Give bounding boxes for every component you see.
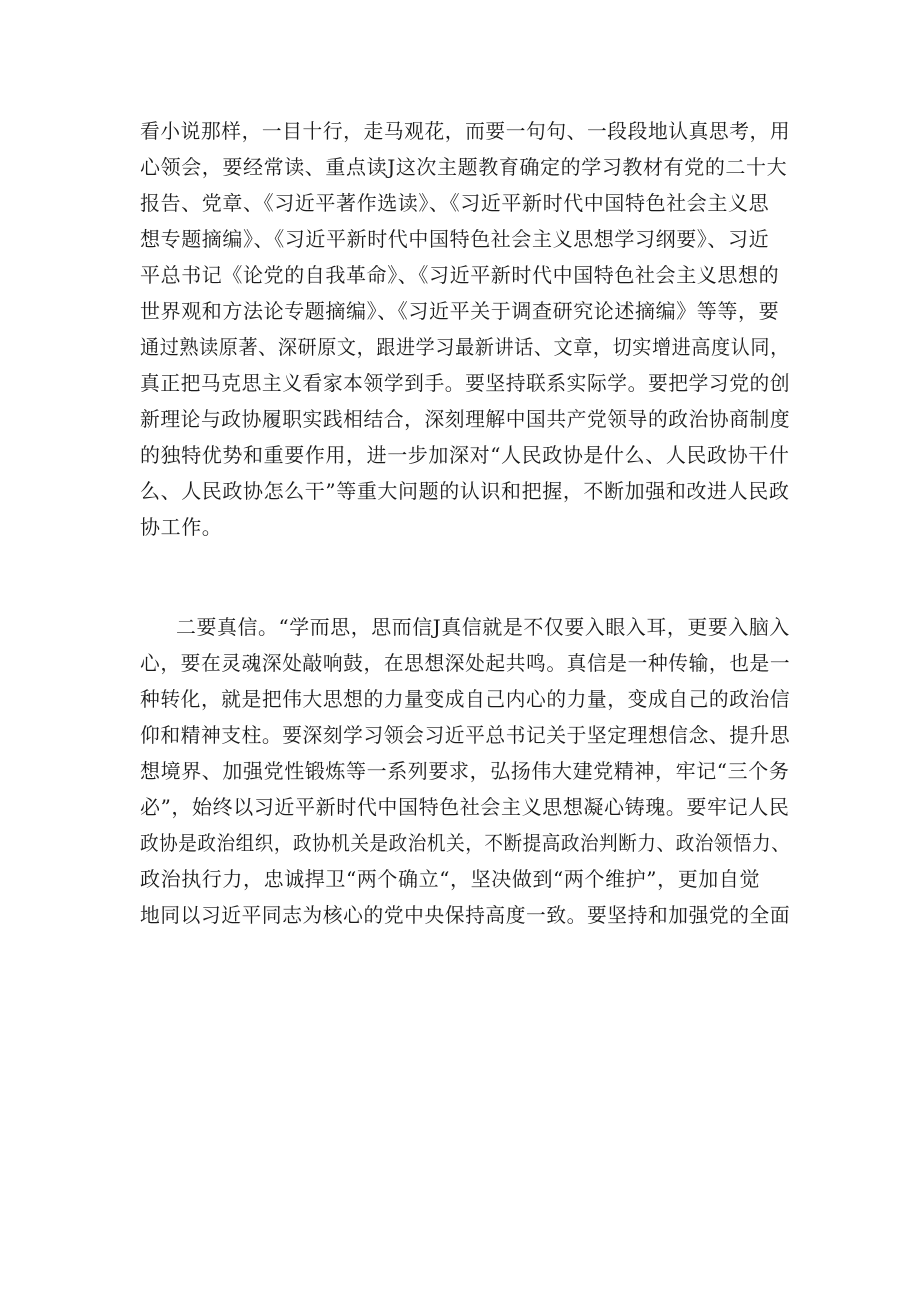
paragraph-1-line: 通过熟读原著、深研原文，跟进学习最新讲话、文章，切实增进高度认同， xyxy=(140,335,790,359)
paragraph-1-line: 世界观和方法论专题摘编》、《习近平关于调查研究论述摘编》等等，要 xyxy=(140,299,780,323)
paragraph-1-line: 新理论与政协履职实践相结合，深刻理解中国共产党领导的政治协商制度 xyxy=(140,407,791,431)
paragraph-2-line: 想境界、加强党性锻炼等一系列要求，弘扬伟大建党精神，牢记“三个务 xyxy=(140,759,790,783)
paragraph-2-line: 必”，始终以习近平新时代中国特色社会主义思想凝心铸瑰。要牢记人民 xyxy=(140,795,790,819)
paragraph-1-line: 心领会，要经常读、重点读J这次主题教育确定的学习教材有党的二十大 xyxy=(140,155,788,179)
paragraph-1-line: 看小说那样，一目十行，走马观花，而要一句句、一段段地认真思考，用 xyxy=(140,119,791,143)
paragraph-1-line: 的独特优势和重要作用，进一步加深对“人民政协是什么、人民政协干什 xyxy=(140,443,790,467)
paragraph-2-line: 种转化，就是把伟大思想的力量变成自己内心的力量，变成自己的政治信 xyxy=(140,687,791,711)
paragraph-2-line: 心，要在灵魂深处敲响鼓，在思想深处起共鸣。真信是一种传输，也是一 xyxy=(140,651,791,675)
paragraph-2-line: 仰和精神支柱。要深刻学习领会习近平总书记关于坚定理想信念、提升思 xyxy=(140,723,791,747)
paragraph-2-line: 政治执行力，忠诚捍卫“两个确立“，坚决做到“两个维护”，更加自觉 xyxy=(140,867,761,891)
paragraph-1-line: 想专题摘编》、《习近平新时代中国特色社会主义思想学习纲要》、习近 xyxy=(140,227,770,251)
paragraph-2-line: 地同以习近平同志为核心的党中央保持高度一致。要坚持和加强党的全面 xyxy=(140,903,791,927)
paragraph-2-line: 政协是政治组织，政协机关是政治机关，不断提高政治判断力、政治领悟力、 xyxy=(140,831,791,855)
paragraph-1-line: 报告、党章、《习近平著作选读》、《习近平新时代中国特色社会主义思 xyxy=(140,191,770,215)
paragraph-1-line: 么、人民政协怎么干”等重大问题的认识和把握，不断加强和改进人民政 xyxy=(140,479,790,503)
paragraph-2-line: 二要真信。“学而思，思而信J真信就是不仅要入眼入耳，更要入脑入 xyxy=(176,615,790,639)
paragraph-1-line: 真正把马克思主义看家本领学到手。要坚持联系实际学。要把学习党的创 xyxy=(140,371,791,395)
paragraph-1-line: 协工作。 xyxy=(140,515,223,539)
paragraph-1-line: 平总书记《论党的自我革命》、《习近平新时代中国特色社会主义思想的 xyxy=(140,263,780,287)
